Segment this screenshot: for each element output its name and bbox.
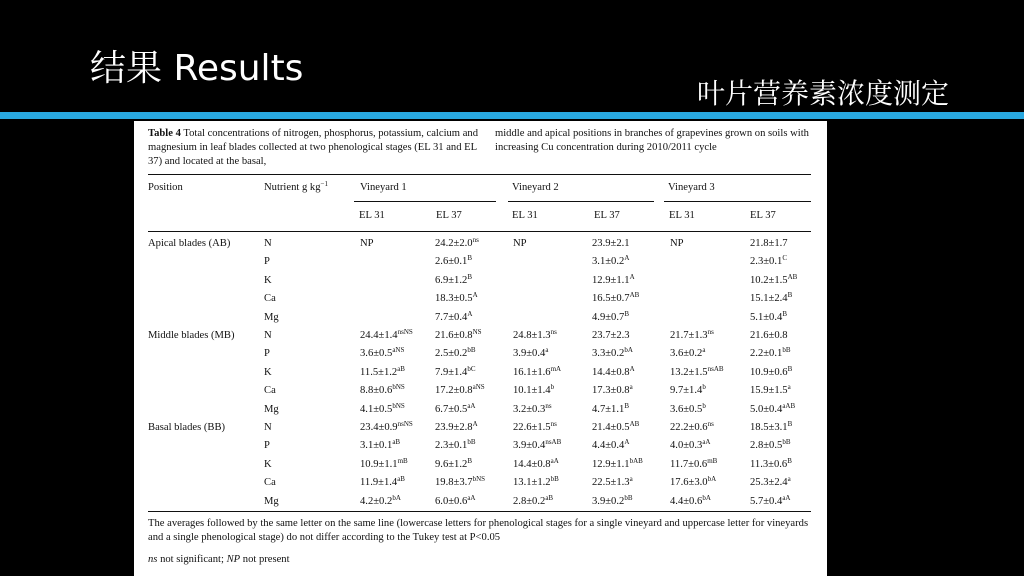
cell-significance-letters: bA	[707, 475, 717, 484]
table-cell	[513, 385, 554, 396]
cell-significance-letters: b	[702, 383, 706, 392]
table-footnote-2	[148, 553, 818, 567]
table-cell	[435, 422, 478, 433]
cell-value: 22.5±1.3	[592, 477, 630, 489]
cell-significance-letters: mB	[707, 456, 718, 465]
cell-significance-letters: aNS	[472, 383, 485, 392]
table-cell	[513, 348, 548, 359]
table-cell	[670, 422, 714, 433]
cell-value: 3.9±0.4	[513, 440, 546, 452]
cell-value: 3.6±0.5	[670, 403, 703, 415]
cell-significance-letters: aB	[397, 475, 405, 484]
cell-significance-letters: a	[702, 346, 706, 355]
table-cell	[592, 309, 629, 323]
table-top-rule	[148, 174, 811, 175]
cell-value: 7.9±1.4	[435, 366, 468, 378]
table-cell	[435, 440, 475, 451]
cell-value: 25.3±2.4	[750, 477, 788, 489]
header-vineyard-1: Vineyard 1	[360, 182, 407, 193]
cell-value: 6.7±0.5	[435, 403, 468, 415]
row-position-label: Apical blades (AB)	[148, 238, 231, 249]
table-cell	[435, 238, 479, 249]
header-stage: EL 37	[594, 210, 620, 221]
table-cell	[750, 401, 796, 415]
cell-value: 21.6±0.8	[435, 330, 473, 341]
cell-significance-letters: bB	[550, 475, 559, 484]
cell-significance-letters: A	[467, 309, 473, 318]
cell-significance-letters: bNS	[392, 383, 405, 392]
footnote-np-text: not present	[240, 554, 290, 565]
cell-value: 3.9±0.2	[592, 495, 625, 507]
cell-significance-letters: a	[787, 475, 791, 484]
row-nutrient-label: Mg	[264, 495, 279, 507]
table-cell	[750, 309, 787, 323]
table-cell	[435, 401, 476, 415]
cell-value: 3.1±0.2	[592, 256, 625, 268]
cell-value: 14.4±0.8	[592, 366, 630, 378]
cell-value: 24.8±1.3	[513, 330, 551, 341]
cell-significance-letters: bAB	[629, 456, 643, 465]
cell-value: 9.6±1.2	[435, 458, 468, 470]
table-cell	[513, 456, 559, 470]
cell-significance-letters: aA	[782, 493, 791, 502]
table-cell	[750, 493, 791, 507]
table-cell	[750, 477, 791, 488]
cell-value: 10.9±0.6	[750, 366, 788, 378]
row-nutrient-label: P	[264, 256, 270, 268]
cell-value: 9.7±1.4	[670, 385, 703, 397]
cell-significance-letters: bB	[782, 438, 791, 447]
cell-significance-letters: a	[629, 475, 633, 484]
cell-significance-letters: aAB	[782, 401, 796, 410]
cell-value: 21.8±1.7	[750, 238, 788, 249]
table-cell	[435, 364, 476, 378]
cell-value: 17.2±0.8	[435, 385, 473, 397]
slide-subtitle: 叶片营养素浓度测定	[697, 77, 950, 110]
cell-value: 7.7±0.4	[435, 311, 468, 323]
table-cell	[360, 401, 405, 415]
header-stage: EL 37	[750, 210, 776, 221]
cell-significance-letters: B	[467, 272, 472, 281]
table-footnote-1: The averages followed by the same letter on the same line (lowercase letters for phenological stages for a single vineyard and uppercase letter for vineyards and a single phenological stage) do not differ according to the Tukey test at P<0.05	[148, 518, 809, 543]
cell-value: 4.9±0.7	[592, 311, 625, 323]
cell-value: 8.8±0.6	[360, 385, 393, 397]
cell-value: 4.4±0.4	[592, 440, 625, 452]
table-cell	[360, 364, 405, 378]
table-caption-label: Table 4	[148, 128, 181, 139]
table-cell	[750, 422, 792, 433]
table-cell	[670, 238, 684, 249]
cell-significance-letters: NS	[472, 328, 482, 336]
cell-value: 3.3±0.2	[592, 348, 625, 360]
table-cell	[360, 385, 405, 396]
table-cell	[435, 348, 475, 359]
cell-significance-letters: aA	[550, 456, 559, 465]
cell-significance-letters: aA	[702, 438, 711, 447]
cell-value: 19.8±3.7	[435, 477, 473, 489]
table-cell	[592, 401, 629, 415]
cell-value: 11.3±0.6	[750, 458, 788, 470]
cell-value: 21.4±0.5	[592, 422, 630, 433]
table-cell	[513, 440, 561, 451]
table-cell	[750, 272, 798, 286]
cell-value: 2.2±0.1	[750, 348, 783, 360]
table-cell	[592, 272, 635, 286]
row-nutrient-label: K	[264, 366, 272, 378]
table-cell	[670, 364, 724, 378]
cell-value: 23.9±2.8	[435, 422, 473, 433]
table-cell	[750, 456, 792, 470]
cell-significance-letters: nsNS	[397, 328, 413, 336]
table-cell	[592, 256, 629, 267]
table-cell	[435, 272, 472, 286]
table-cell	[670, 348, 705, 359]
cell-significance-letters: B	[467, 254, 472, 263]
cell-value: 3.1±0.1	[360, 440, 393, 452]
table-cell	[360, 238, 374, 249]
cell-significance-letters: aNS	[392, 346, 405, 355]
cell-value: 13.1±1.2	[513, 477, 551, 489]
cell-significance-letters: b	[702, 401, 706, 410]
row-nutrient-label: P	[264, 348, 270, 360]
cell-value: 16.5±0.7	[592, 293, 630, 305]
cell-significance-letters: ns	[545, 401, 552, 410]
cell-significance-letters: bB	[624, 493, 633, 502]
table-cell	[513, 330, 557, 341]
row-nutrient-label: Ca	[264, 293, 276, 305]
cell-value: 23.4±0.9	[360, 422, 398, 433]
cell-value: 24.4±1.4	[360, 330, 398, 341]
table-cell	[592, 477, 633, 488]
table-cell	[360, 422, 413, 433]
table-cell	[750, 293, 792, 304]
vineyard-3-rule	[664, 201, 811, 202]
table-cell	[435, 330, 482, 341]
table-cell	[592, 348, 633, 359]
table-cell	[750, 238, 788, 249]
cell-value: 2.8±0.5	[750, 440, 783, 452]
table-cell	[435, 385, 485, 396]
cell-value: 11.7±0.6	[670, 458, 708, 470]
cell-significance-letters: bA	[624, 346, 633, 355]
cell-significance-letters: a	[545, 346, 549, 355]
cell-significance-letters: B	[787, 291, 793, 300]
cell-significance-letters: bC	[467, 364, 476, 373]
cell-value: 2.8±0.2	[513, 495, 546, 507]
table-cell	[592, 238, 630, 249]
cell-significance-letters: b	[550, 383, 555, 392]
cell-value: 6.9±1.2	[435, 274, 468, 286]
cell-significance-letters: B	[782, 309, 787, 318]
cell-significance-letters: mA	[550, 364, 562, 373]
cell-value: 4.7±1.1	[592, 403, 625, 415]
cell-value: 4.1±0.5	[360, 403, 393, 415]
row-nutrient-label: N	[264, 330, 272, 341]
cell-value: 18.3±0.5	[435, 293, 473, 305]
header-nutrient-unit: −1	[320, 180, 328, 188]
cell-significance-letters: bB	[467, 346, 476, 355]
table-cell	[670, 330, 714, 341]
table-cell	[592, 456, 643, 470]
cell-significance-letters: ns	[550, 328, 557, 336]
cell-significance-letters: nsAB	[545, 438, 562, 447]
cell-value: 5.7±0.4	[750, 495, 783, 507]
table-cell	[513, 477, 559, 488]
cell-value: 21.6±0.8	[750, 330, 788, 341]
cell-significance-letters: A	[624, 254, 630, 263]
cell-significance-letters: aA	[467, 401, 476, 410]
cell-value: 4.4±0.6	[670, 495, 703, 507]
row-position-label: Basal blades (BB)	[148, 422, 226, 433]
header-vineyard-2: Vineyard 2	[512, 182, 559, 193]
table-caption-right: middle and apical positions in branches of grapevines grown on soils with increasing Cu concentration during 2010/2011 cycle	[495, 128, 809, 153]
header-stage: EL 37	[436, 210, 462, 221]
footnote-np: NP	[226, 554, 241, 565]
cell-significance-letters: mB	[397, 456, 408, 465]
table-cell	[435, 309, 473, 323]
cell-significance-letters: aB	[392, 438, 401, 447]
table-cell	[670, 440, 710, 451]
table-cell	[750, 330, 788, 341]
cell-significance-letters: C	[782, 254, 787, 263]
cell-value: 4.2±0.2	[360, 495, 393, 507]
cell-value: 15.1±2.4	[750, 293, 788, 305]
cell-significance-letters: bNS	[392, 401, 405, 410]
table-bottom-rule	[148, 511, 811, 512]
cell-significance-letters: A	[624, 438, 630, 447]
cell-value: 3.2±0.3	[513, 403, 546, 415]
table-cell	[360, 456, 408, 470]
cell-significance-letters: nsNS	[397, 420, 413, 428]
cell-value: 10.1±1.4	[513, 385, 551, 397]
row-position-label: Middle blades (MB)	[148, 330, 235, 341]
table-cell	[435, 477, 485, 488]
cell-value: 16.1±1.6	[513, 366, 551, 378]
accent-bar	[0, 112, 1024, 119]
cell-significance-letters: bA	[702, 493, 711, 502]
table-cell	[670, 493, 711, 507]
slide-title: 结果 Results	[90, 48, 304, 89]
cell-value: 6.0±0.6	[435, 495, 468, 507]
cell-value: 23.9±2.1	[592, 238, 630, 249]
header-stage: EL 31	[512, 210, 538, 221]
table-cell	[750, 440, 790, 451]
table-cell	[513, 401, 552, 415]
cell-value: NP	[513, 238, 527, 249]
cell-value: 17.3±0.8	[592, 385, 630, 397]
cell-value: 21.7±1.3	[670, 330, 708, 341]
table-cell	[360, 493, 401, 507]
table-cell	[592, 440, 629, 451]
cell-value: 12.9±1.1	[592, 458, 630, 470]
table-cell	[360, 348, 404, 359]
cell-value: 13.2±1.5	[670, 366, 708, 378]
table-cell	[435, 493, 476, 507]
cell-value: 3.6±0.2	[670, 348, 703, 360]
table-image	[134, 121, 827, 576]
row-nutrient-label: Mg	[264, 311, 279, 323]
cell-significance-letters: a	[629, 383, 633, 392]
row-nutrient-label: P	[264, 440, 270, 452]
table-cell	[750, 256, 787, 267]
table-cell	[750, 348, 790, 359]
table-cell	[750, 364, 793, 378]
table-cell	[513, 493, 554, 507]
cell-value: 11.5±1.2	[360, 366, 398, 378]
table-cell	[592, 330, 630, 341]
cell-significance-letters: nsAB	[707, 364, 724, 373]
cell-significance-letters: A	[629, 364, 635, 373]
table-cell	[360, 477, 405, 488]
table-caption-left	[148, 127, 488, 169]
cell-significance-letters: B	[787, 364, 793, 373]
cell-value: 15.9±1.5	[750, 385, 788, 397]
vineyard-1-rule	[354, 201, 496, 202]
cell-significance-letters: ns	[707, 328, 714, 336]
cell-significance-letters: AB	[629, 420, 640, 428]
row-nutrient-label: Ca	[264, 385, 276, 397]
table-cell	[592, 422, 639, 433]
cell-value: 22.2±0.6	[670, 422, 708, 433]
cell-significance-letters: B	[624, 309, 629, 318]
cell-value: 2.5±0.2	[435, 348, 468, 360]
table-cell	[360, 330, 413, 341]
cell-significance-letters: aB	[545, 493, 554, 502]
cell-significance-letters: ns	[472, 236, 479, 244]
cell-value: 2.6±0.1	[435, 256, 468, 268]
table-cell	[592, 493, 633, 507]
cell-value: 10.2±1.5	[750, 274, 788, 286]
vineyard-2-rule	[508, 201, 654, 202]
table-cell	[360, 440, 400, 451]
header-position: Position	[148, 182, 183, 193]
row-nutrient-label: Mg	[264, 403, 279, 415]
table-cell	[670, 456, 718, 470]
cell-value: 10.9±1.1	[360, 458, 398, 470]
header-nutrient-text: Nutrient g kg	[264, 182, 321, 193]
footnote-ns: ns	[148, 554, 158, 565]
header-nutrient	[264, 182, 328, 193]
header-vineyard-3: Vineyard 3	[668, 182, 715, 193]
table-caption-left-text: Total concentrations of nitrogen, phosphorus, potassium, calcium and magnesium in leaf blades collected at two phenological stages (EL 31 and EL 37) and located at the basal,	[148, 128, 478, 167]
cell-significance-letters: B	[787, 456, 792, 465]
row-nutrient-label: Ca	[264, 477, 276, 489]
cell-significance-letters: bB	[782, 346, 791, 355]
cell-significance-letters: B	[787, 420, 793, 428]
cell-significance-letters: bNS	[472, 475, 486, 484]
cell-value: 5.1±0.4	[750, 311, 783, 323]
cell-significance-letters: aB	[397, 364, 405, 373]
cell-significance-letters: ns	[707, 420, 714, 428]
table-cell	[513, 238, 527, 249]
row-nutrient-label: K	[264, 274, 272, 286]
header-stage: EL 31	[359, 210, 385, 221]
cell-value: 14.4±0.8	[513, 458, 551, 470]
cell-significance-letters: B	[467, 456, 472, 465]
cell-significance-letters: A	[629, 272, 635, 281]
footnote-ns-text: not significant;	[157, 554, 227, 565]
cell-value: 3.6±0.5	[360, 348, 393, 360]
cell-significance-letters: A	[472, 291, 478, 300]
cell-value: 2.3±0.1	[750, 256, 783, 268]
cell-value: NP	[670, 238, 684, 249]
cell-significance-letters: B	[624, 401, 629, 410]
cell-significance-letters: ns	[550, 420, 557, 428]
cell-significance-letters: AB	[787, 272, 798, 281]
cell-value: 5.0±0.4	[750, 403, 783, 415]
table-cell	[670, 477, 716, 488]
table-cell	[670, 401, 706, 415]
cell-value: 4.0±0.3	[670, 440, 703, 452]
table-cell	[435, 293, 478, 304]
row-nutrient-label: K	[264, 458, 272, 470]
cell-value: 23.7±2.3	[592, 330, 630, 341]
cell-value: NP	[360, 238, 374, 249]
cell-significance-letters: aA	[467, 493, 476, 502]
table-cell	[592, 293, 639, 304]
row-nutrient-label: N	[264, 422, 272, 433]
cell-significance-letters: bB	[467, 438, 476, 447]
table-cell	[750, 385, 791, 396]
cell-value: 17.6±3.0	[670, 477, 708, 489]
cell-significance-letters: AB	[629, 291, 640, 300]
cell-value: 2.3±0.1	[435, 440, 468, 452]
cell-significance-letters: a	[787, 383, 791, 392]
cell-significance-letters: bA	[392, 493, 401, 502]
cell-value: 24.2±2.0	[435, 238, 473, 249]
cell-significance-letters: A	[472, 420, 478, 428]
header-stage: EL 31	[669, 210, 695, 221]
table-cell	[513, 364, 562, 378]
table-cell	[435, 256, 472, 267]
table-cell	[435, 456, 472, 470]
cell-value: 11.9±1.4	[360, 477, 398, 489]
table-cell	[670, 385, 706, 396]
cell-value: 12.9±1.1	[592, 274, 630, 286]
cell-value: 18.5±3.1	[750, 422, 788, 433]
cell-value: 3.9±0.4	[513, 348, 546, 360]
cell-value: 22.6±1.5	[513, 422, 551, 433]
table-cell	[592, 385, 633, 396]
row-nutrient-label: N	[264, 238, 272, 249]
table-cell	[513, 422, 557, 433]
table-cell	[592, 364, 635, 378]
table-header-rule	[148, 231, 811, 232]
